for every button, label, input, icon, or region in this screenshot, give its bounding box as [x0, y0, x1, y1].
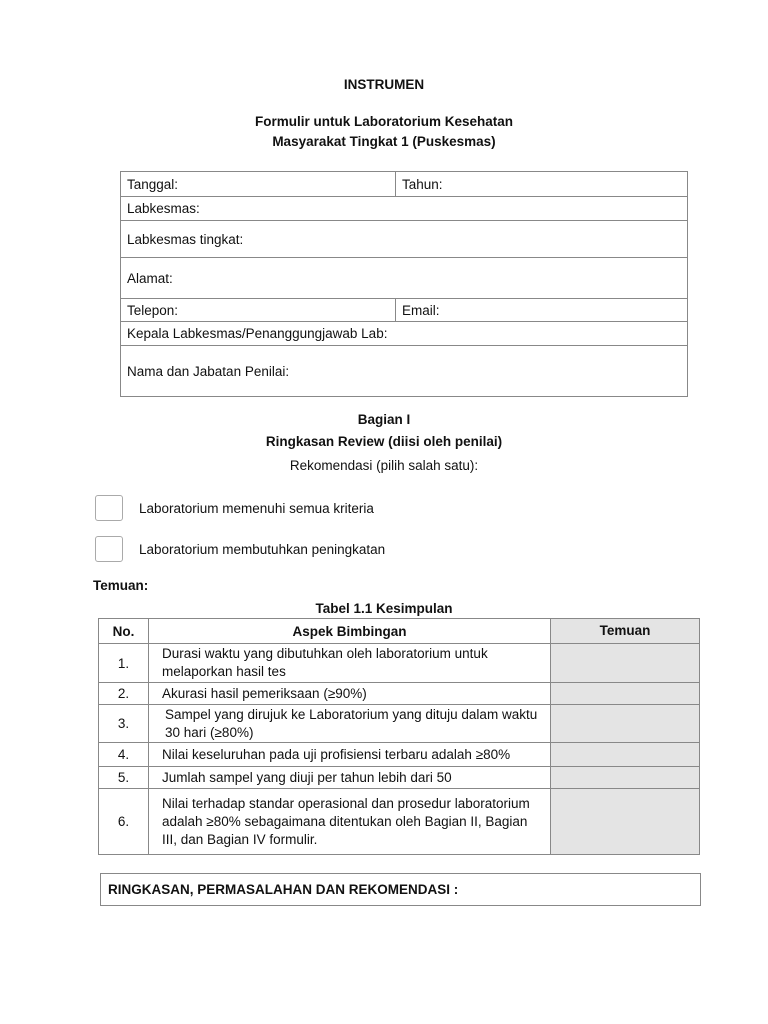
- row-number: 1.: [99, 644, 149, 683]
- penilai-field[interactable]: Nama dan Jabatan Penilai:: [121, 346, 688, 397]
- row-aspek: Nilai terhadap standar operasional dan prosedur laboratorium adalah ≥80% sebagaimana ditentukan oleh Bagian II, Bagian III, dan Bagian IV formulir.: [149, 789, 551, 855]
- row-aspek: Akurasi hasil pemeriksaan (≥90%): [149, 683, 551, 705]
- option-memenuhi: [95, 495, 374, 521]
- table-caption: Tabel 1.1 Kesimpulan: [315, 601, 453, 616]
- option-peningkatan-label: Laboratorium membutuhkan peningkatan: [139, 541, 386, 557]
- row-temuan-cell[interactable]: [551, 789, 700, 855]
- summary-box[interactable]: [100, 873, 701, 906]
- labkesmas-field[interactable]: Labkesmas:: [121, 197, 688, 221]
- header-no: No.: [99, 619, 149, 644]
- document-title: INSTRUMEN: [343, 77, 425, 92]
- summary-box-label: RINGKASAN, PERMASALAHAN DAN REKOMENDASI :: [108, 882, 459, 897]
- row-number: 5.: [99, 767, 149, 789]
- table-row: [99, 705, 700, 743]
- row-temuan-cell[interactable]: [551, 683, 700, 705]
- table-row: [99, 644, 700, 683]
- alamat-field[interactable]: Alamat:: [121, 258, 688, 299]
- email-field[interactable]: Email:: [396, 299, 688, 322]
- section-title: Bagian I: [357, 412, 411, 427]
- summary-table: [98, 618, 700, 855]
- row-number: 4.: [99, 743, 149, 767]
- kepala-lab-field[interactable]: Kepala Labkesmas/Penanggungjawab Lab:: [121, 322, 688, 346]
- row-number: 2.: [99, 683, 149, 705]
- option-memenuhi-label: Laboratorium memenuhi semua kriteria: [139, 500, 374, 516]
- table-row: [99, 767, 700, 789]
- table-row: [99, 683, 700, 705]
- row-temuan-cell[interactable]: [551, 644, 700, 683]
- section-subtitle: Ringkasan Review (diisi oleh penilai): [265, 434, 503, 449]
- checkbox-memenuhi[interactable]: [95, 495, 123, 521]
- header-temuan: Temuan: [551, 619, 700, 644]
- temuan-label: Temuan:: [93, 578, 149, 593]
- tanggal-field[interactable]: Tanggal:: [121, 172, 396, 197]
- row-number: 6.: [99, 789, 149, 855]
- labkesmas-tingkat-field[interactable]: Labkesmas tingkat:: [121, 221, 688, 258]
- row-temuan-cell[interactable]: [551, 743, 700, 767]
- option-peningkatan: [95, 536, 385, 562]
- tahun-field[interactable]: Tahun:: [396, 172, 688, 197]
- recommendation-instruction: Rekomendasi (pilih salah satu):: [289, 458, 479, 473]
- row-number: 3.: [99, 705, 149, 743]
- row-aspek: Jumlah sampel yang diuji per tahun lebih dari 50: [149, 767, 551, 789]
- telepon-field[interactable]: Telepon:: [121, 299, 396, 322]
- table-row: [99, 743, 700, 767]
- row-aspek: Durasi waktu yang dibutuhkan oleh laboratorium untuk melaporkan hasil tes: [149, 644, 551, 683]
- form-subtitle-line1: Formulir untuk Laboratorium Kesehatan: [254, 114, 514, 129]
- header-aspek: Aspek Bimbingan: [149, 619, 551, 644]
- checkbox-peningkatan[interactable]: [95, 536, 123, 562]
- row-temuan-cell[interactable]: [551, 705, 700, 743]
- identity-table: [120, 171, 688, 397]
- form-subtitle-line2: Masyarakat Tingkat 1 (Puskesmas): [272, 134, 496, 149]
- row-aspek: Sampel yang dirujuk ke Laboratorium yang dituju dalam waktu 30 hari (≥80%): [149, 705, 551, 743]
- table-row: [99, 789, 700, 855]
- row-aspek: Nilai keseluruhan pada uji profisiensi terbaru adalah ≥80%: [149, 743, 551, 767]
- row-temuan-cell[interactable]: [551, 767, 700, 789]
